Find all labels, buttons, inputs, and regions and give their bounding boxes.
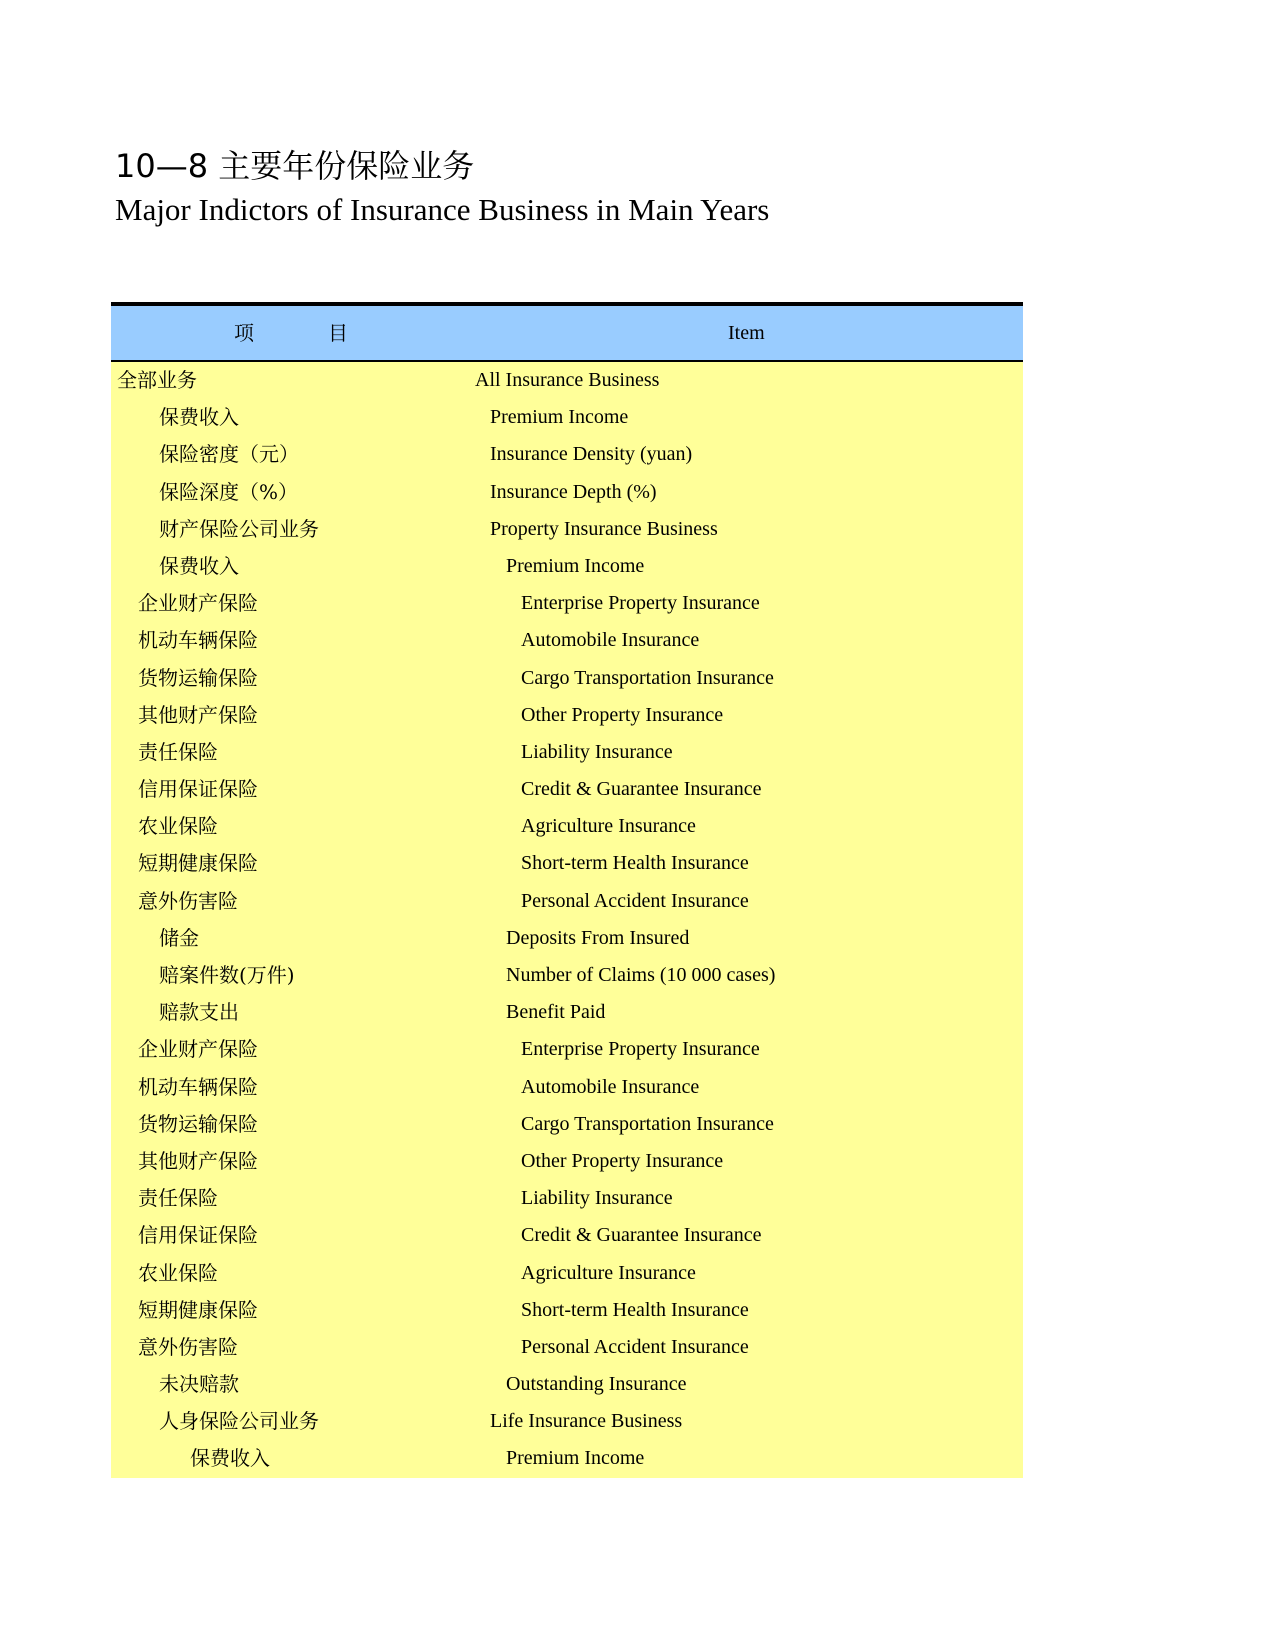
table-row [111, 1031, 1023, 1068]
table-row [111, 808, 1023, 845]
row-label-en: Enterprise Property Insurance [521, 1038, 760, 1061]
row-label-en: Agriculture Insurance [521, 1261, 696, 1284]
row-label-en: Other Property Insurance [521, 703, 724, 726]
row-label-cn: 保费收入 [159, 405, 239, 430]
row-label-en: Number of Claims (10 000 cases) [506, 964, 776, 986]
row-label-en: Liability Insurance [521, 740, 673, 763]
table-row [111, 1440, 1023, 1477]
table-row [111, 1366, 1023, 1403]
table-row [111, 436, 1023, 473]
row-label-cn: 农业保险 [138, 814, 218, 839]
row-label-cn: 赔款支出 [159, 1000, 239, 1025]
table-header [111, 306, 1023, 362]
table-row [111, 1069, 1023, 1106]
row-label-cn: 财产保险公司业务 [159, 516, 319, 541]
row-label-cn: 全部业务 [117, 368, 197, 392]
table-row [111, 1329, 1023, 1366]
row-label-cn: 信用保证保险 [138, 1223, 258, 1248]
table-row [111, 660, 1023, 697]
table-row [111, 622, 1023, 659]
row-label-cn: 未决赔款 [159, 1372, 239, 1397]
row-label-cn: 保险深度（%） [159, 479, 299, 504]
table-row [111, 994, 1023, 1031]
row-label-en: Credit & Guarantee Insurance [521, 778, 762, 801]
table-row [111, 1106, 1023, 1143]
row-label-cn: 责任保险 [138, 1186, 218, 1211]
row-label-en: Property Insurance Business [490, 517, 718, 540]
table-row [111, 585, 1023, 622]
row-label-en: Personal Accident Insurance [521, 1335, 749, 1358]
row-label-cn: 意外伤害险 [138, 888, 238, 913]
table-row [111, 399, 1023, 436]
table-row [111, 697, 1023, 734]
row-label-en: Premium Income [506, 554, 645, 577]
header-cn-right: 目 [328, 321, 348, 345]
table-row [111, 1217, 1023, 1254]
row-label-en: Premium Income [506, 1447, 645, 1470]
row-label-en: Cargo Transportation Insurance [521, 1112, 774, 1135]
row-label-en: Deposits From Insured [506, 926, 690, 949]
table-row [111, 548, 1023, 585]
row-label-en: Agriculture Insurance [521, 815, 696, 838]
table-row [111, 1292, 1023, 1329]
insurance-table [111, 302, 1023, 1478]
row-label-cn: 短期健康保险 [138, 1297, 258, 1322]
row-label-cn: 货物运输保险 [138, 665, 258, 690]
table-row [111, 1143, 1023, 1180]
row-label-cn: 其他财产保险 [138, 702, 258, 727]
row-label-en: Other Property Insurance [521, 1149, 724, 1172]
row-label-en: Short-term Health Insurance [521, 1298, 749, 1321]
table-row [111, 1403, 1023, 1440]
table-row [111, 1255, 1023, 1292]
table-row [111, 845, 1023, 882]
table-body [111, 362, 1023, 1478]
page-title-en: Major Indictors of Insurance Business in Main Years [115, 192, 770, 227]
header-cn-left: 项 [234, 321, 254, 345]
row-label-cn: 保费收入 [190, 1446, 270, 1471]
row-label-en: Liability Insurance [521, 1187, 673, 1210]
row-label-en: Automobile Insurance [521, 1075, 700, 1098]
row-label-en: Insurance Depth (%) [490, 480, 657, 503]
table-row [111, 734, 1023, 771]
row-label-en: Automobile Insurance [521, 629, 700, 652]
row-label-en: Cargo Transportation Insurance [521, 666, 774, 689]
table-row [111, 362, 1023, 399]
row-label-cn: 信用保证保险 [138, 777, 258, 802]
table-row [111, 474, 1023, 511]
table-row [111, 920, 1023, 957]
row-label-en: Outstanding Insurance [506, 1373, 687, 1396]
row-label-cn: 保费收入 [159, 553, 239, 578]
row-label-cn: 企业财产保险 [138, 591, 258, 616]
row-label-en: Benefit Paid [506, 1001, 606, 1024]
row-label-en: Premium Income [490, 406, 629, 429]
row-label-cn: 意外伤害险 [138, 1334, 238, 1359]
row-label-en: Enterprise Property Insurance [521, 592, 760, 615]
title-cn-text: 主要年份保险业务 [218, 147, 475, 185]
row-label-cn: 储金 [159, 925, 199, 950]
row-label-en: All Insurance Business [475, 369, 660, 391]
page-title-cn [115, 146, 474, 186]
row-label-en: Insurance Density (yuan) [490, 443, 693, 466]
row-label-en: Short-term Health Insurance [521, 852, 749, 875]
row-label-cn: 赔案件数(万件) [159, 963, 295, 987]
row-label-cn: 责任保险 [138, 739, 218, 764]
table-row [111, 771, 1023, 808]
table-row [111, 883, 1023, 920]
row-label-cn: 机动车辆保险 [138, 1074, 258, 1099]
row-label-cn: 其他财产保险 [138, 1148, 258, 1173]
row-label-en: Personal Accident Insurance [521, 889, 749, 912]
table-row [111, 511, 1023, 548]
row-label-en: Life Insurance Business [490, 1410, 683, 1433]
row-label-cn: 短期健康保险 [138, 851, 258, 876]
row-label-cn: 企业财产保险 [138, 1037, 258, 1062]
row-label-cn: 保险密度（元） [159, 442, 299, 467]
header-item-en: Item [728, 322, 765, 344]
table-number: 10—8 [115, 147, 209, 185]
row-label-cn: 货物运输保险 [138, 1111, 258, 1136]
row-label-cn: 人身保险公司业务 [159, 1409, 319, 1434]
row-label-en: Credit & Guarantee Insurance [521, 1224, 762, 1247]
row-label-cn: 机动车辆保险 [138, 628, 258, 653]
row-label-cn: 农业保险 [138, 1260, 218, 1285]
table-row [111, 1180, 1023, 1217]
table-row [111, 957, 1023, 994]
